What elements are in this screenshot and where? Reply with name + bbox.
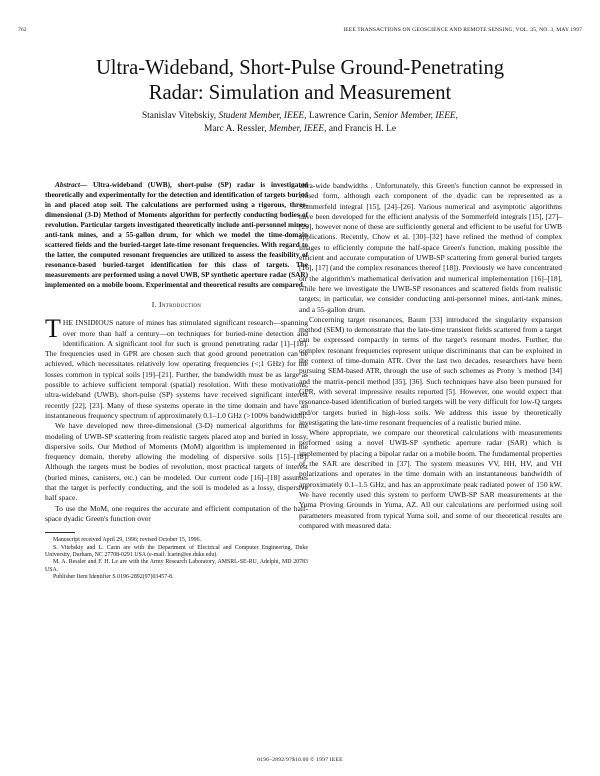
footnote-manuscript: Manuscript received April 29, 1996; revised October 15, 1996. xyxy=(53,537,202,544)
paper-title xyxy=(30,56,570,106)
author-list xyxy=(40,110,560,135)
author-2-role: Senior Member, IEEE, xyxy=(373,111,459,121)
page-number: 762 xyxy=(18,27,27,33)
footnote-affiliation-2: M. A. Ressler and F. H. Le are with the Army Research Laboratory, AMSRL-SE-RU, Adelphi, MD 20783 USA. xyxy=(45,559,308,573)
left-column xyxy=(45,180,308,582)
drop-cap: T xyxy=(45,314,61,344)
abstract-label: Abstract— xyxy=(55,181,88,189)
title-line-2: Radar: Simulation and Measurement xyxy=(148,82,452,104)
running-head xyxy=(18,27,582,37)
footnote-affiliation-1: S. Vitebskiy and L. Carin are with the Department of Electrical and Computer Engineering, Duke University, Durham, NC 27708-0291 USA (e-mail: lcarin@ee.duke.edu). xyxy=(45,544,308,559)
intro-paragraph-1 xyxy=(45,314,308,421)
author-2: Lawrence Carin, xyxy=(308,111,372,121)
intro-paragraph-3: To use the MoM, one requires the accurate and efficient computation of the half-space dyadic Green's function over xyxy=(45,503,308,523)
right-column xyxy=(299,181,562,531)
footnote-rule xyxy=(45,532,75,533)
author-line-1 xyxy=(40,110,560,123)
copyright-line: 0196–2892/97$10.00 © 1997 IEEE xyxy=(257,757,343,763)
author-3-role: Member, IEEE, xyxy=(268,123,327,134)
intro-lead-caps: HE INSIDIOUS xyxy=(62,318,114,328)
author-1: Stanislav Vitebskiy, xyxy=(141,111,217,121)
author-4: and Francis H. Le xyxy=(328,123,397,134)
author-line-2 xyxy=(40,123,560,136)
body-paragraph-1: ultra-wide bandwidths . Unfortunately, this Green's function cannot be expressed in closed form, although each component of the dyadic can be represented as a Sommerfeld integral [15], [24]–[26]. Various numerical and asymptotic algorithms have been developed for the efficient analysis of the Sommerfeld integrals [15], [27]–[29], however none of these are sufficiently general and efficient to be useful for UWB applications. Recently, Chow et al. [30]–[32] have refined the method of complex images to efficiently compute the half-space Green's function, making possible the efficient and accurate computation of UWB-SP scattering from general buried targets [16], [17] (and the complex resonances thereof [18]). Previously we have concentrated on the algorithm's mathematical derivation and numerical implementation [16]–[18], while here we investigate the UWB-SP resonances and scattered fields from realistic targets; in particular, we consider conducting anti-personnel mines, anti-tank mines, and a 55-gallon drum. xyxy=(299,181,562,314)
intro-text-1: nature of mines has stimulated significant research—spanning over more than half a century—on techniques for buried-mine detection and identification. A significant tool for such is ground penetrating radar [1]–[18]. The frequencies used in GPR are chosen such that good ground penetration can be achieved, which necessitates relatively low operating frequencies (<;1 GHz) for the losses common in typical soils [19]–[21]. Further, the bandwidth must be as large as possible to achieve sufficient temporal (spatial) resolution. With these motivations, ultra-wideband (UWB), short-pulse (SP) systems have received significant interest recently [22], [23]. Many of these systems operate in the time domain and have an instantaneous frequency spectrum of approximately 0.1–1.0 GHz (>100% bandwidth). xyxy=(45,318,308,420)
abstract-text: Ultra-wideband (UWB), short-pulse (SP) radar is investigated theoretically and experimentally for the detection and identification of targets buried in and placed atop soil. The calculations are performed using a rigorous, three-dimensional (3-D) Method of Moments algorithm for perfectly conducting bodies of revolution. Particular targets investigated theoretically include anti-personnel mines, anti-tank mines, and a 55-gallon drum, for which we model the time-domain scattered fields and the buried-target late-time resonant frequencies. With regard to the latter, the computed resonant frequencies are utilized to assess the feasibility of resonance-based buried-target identification for this class of targets. The measurements are performed using a novel UWB, SP synthetic aperture radar (SAR) implemented on a mobile boom. Experimental and theoretical results are compared. xyxy=(45,181,308,289)
abstract xyxy=(45,180,308,290)
body-paragraph-3: Where appropriate, we compare our theoretical calculations with measurements performed using a novel UWB-SP synthetic aperture radar (SAR) which is implemented by placing a bipolar radar on a mobile boom. The fundamental properties of the SAR are described in [37]. The system measures VV, HH, HV, and VH polarizations and operates in the time domain with an instantaneous bandwidth of approximately 0.1–1.5 GHz, and has an approximate peak radiated power of 150 kW. We have recently used this system to perform UWB-SP SAR measurements at the Yuma Proving Grounds in Yuma, AZ. All our calculations are performed using soil parameters measured from typical Yuma soil, and some of our theoretical results are compared with measured data. xyxy=(299,428,562,530)
footnotes xyxy=(45,537,308,581)
author-1-role: Student Member, IEEE, xyxy=(218,111,307,121)
author-3: Marc A. Ressler, xyxy=(203,123,267,134)
footnote-publisher-id: Publisher Item Identifier S 0196-2892(97)03457-8. xyxy=(53,574,174,581)
title-line-1: Ultra-Wideband, Short-Pulse Ground-Penetrating xyxy=(95,57,505,79)
body-paragraph-2: Concerning target resonances, Baum [33] introduced the singularity expansion method (SEM) to demonstrate that the late-time transient fields scattered from a target can be expressed compactly in terms of the target's resonant modes. Further, the complex resonant frequencies represent unique discriminants that can be exploited in the context of time-domain ATR. Over the last two decades, researchers have been pursuing SEM-based ATR, through the use of such schemes as Prony 's method [34] and the matrix-pencil method [35], [36]. Such techniques have also been pursued for GPR, with several impressive results reported [5]. However, one would expect that resonance-based identification of buried targets will be very difficult for low-Q targets and/or targets buried in high-loss soils. We address this issue by theoretically investigating the late-time resonant frequencies of a realistic buried mine. xyxy=(299,314,562,427)
journal-header: IEEE TRANSACTIONS ON GEOSCIENCE AND REMOTE SENSING, VOL. 35, NO. 3, MAY 1997 xyxy=(343,27,582,33)
section-heading xyxy=(45,300,308,310)
section-name: Introduction xyxy=(158,300,202,309)
intro-paragraph-2: We have developed new three-dimensional (3-D) numerical algorithms for the modeling of UWB-SP scattering from realistic targets placed atop and buried in lossy, dispersive soils. Our Method of Moments (MoM) algorithm is implemented in the frequency domain, thereby allowing the modeling of dispersive soils [15]–[18]. Although the targets must be bodies of revolution, most practical targets of interest (buried mines, canisters, etc.) can be modeled. Our current code [16]–[18] assumes that the target is perfectly conducting, and the soil is modeled as a lossy, dispersive half space. xyxy=(45,421,308,503)
section-numeral: I. xyxy=(151,300,157,309)
